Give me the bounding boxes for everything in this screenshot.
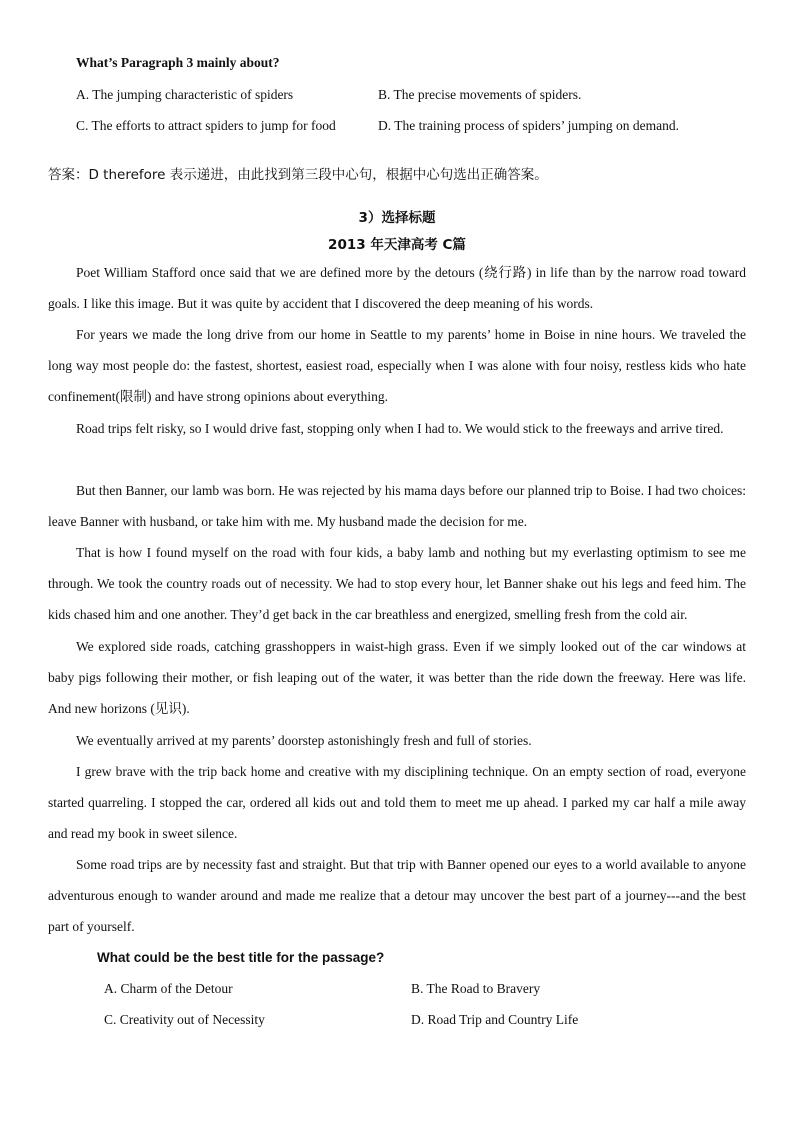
section-heading: 3）选择标题 xyxy=(358,210,436,226)
option-b: B. The precise movements of spiders. xyxy=(378,87,582,102)
question-title: What’s Paragraph 3 mainly about? xyxy=(76,55,280,70)
passage-paragraph-7: We eventually arrived at my parents’ doorstep astonishingly fresh and full of stories. xyxy=(76,733,532,748)
answer-explanation: 答案：D therefore 表示递进，由此找到第三段中心句，根据中心句选出正确答案。 xyxy=(48,167,548,183)
option-d: D. Road Trip and Country Life xyxy=(411,1012,579,1027)
passage-paragraph-5: That is how I found myself on the road with four kids, a baby lamb and nothing but my everlasting optimism to see me through. We took the country roads out of necessity. We had to stop every hour, let Banner shake out his legs and feed him. The kids chased him and one another. They’d get back in the car breathless and energized, smelling fresh from the cold air. xyxy=(48,545,746,623)
option-a: A. The jumping characteristic of spiders xyxy=(76,87,294,102)
section-source: 2013 年天津高考 C篇 xyxy=(328,237,466,253)
option-c: C. The efforts to attract spiders to jump for food xyxy=(76,118,336,133)
option-a: A. Charm of the Detour xyxy=(104,981,233,996)
question-title: What could be the best title for the passage? xyxy=(97,950,385,965)
passage-paragraph-9: Some road trips are by necessity fast and straight. But that trip with Banner opened our eyes to a world available to anyone adventurous enough to wander around and made me realize that a detour may uncover the best part of a journey---and the best part of yourself. xyxy=(48,857,746,935)
passage-paragraph-8: I grew brave with the trip back home and creative with my disciplining technique. On an empty section of road, everyone started quarreling. I stopped the car, ordered all kids out and told them to meet me up ahead. I parked my car half a mile away and read my book in sweet silence. xyxy=(48,764,746,842)
option-c: C. Creativity out of Necessity xyxy=(104,1012,265,1027)
option-d: D. The training process of spiders’ jumping on demand. xyxy=(378,118,679,133)
option-b: B. The Road to Bravery xyxy=(411,981,541,996)
passage-paragraph-4: But then Banner, our lamb was born. He was rejected by his mama days before our planned trip to Boise. I had two choices: leave Banner with husband, or take him with me. My husband made the decision for me. xyxy=(48,483,746,530)
passage-paragraph-2: For years we made the long drive from our home in Seattle to my parents’ home in Boise in nine hours. We traveled the long way most people do: the fastest, shortest, easiest road, especially when I was alone with four noisy, restless kids who hate confinement(限制) and have strong opinions about everything. xyxy=(48,327,746,405)
passage-paragraph-1: Poet William Stafford once said that we are defined more by the detours (绕行路) in life than by the narrow road toward goals. I like this image. But it was quite by accident that I discovered the deep meaning of his words. xyxy=(48,265,746,312)
passage-paragraph-6: We explored side roads, catching grasshoppers in waist-high grass. Even if we simply looked out of the car windows at baby pigs following their mother, or fish leaping out of the water, it was better than the ride down the freeway. Here was life. And new horizons (见识). xyxy=(48,639,746,717)
passage-paragraph-3: Road trips felt risky, so I would drive fast, stopping only when I had to. We would stick to the freeways and arrive tired. xyxy=(76,421,724,436)
